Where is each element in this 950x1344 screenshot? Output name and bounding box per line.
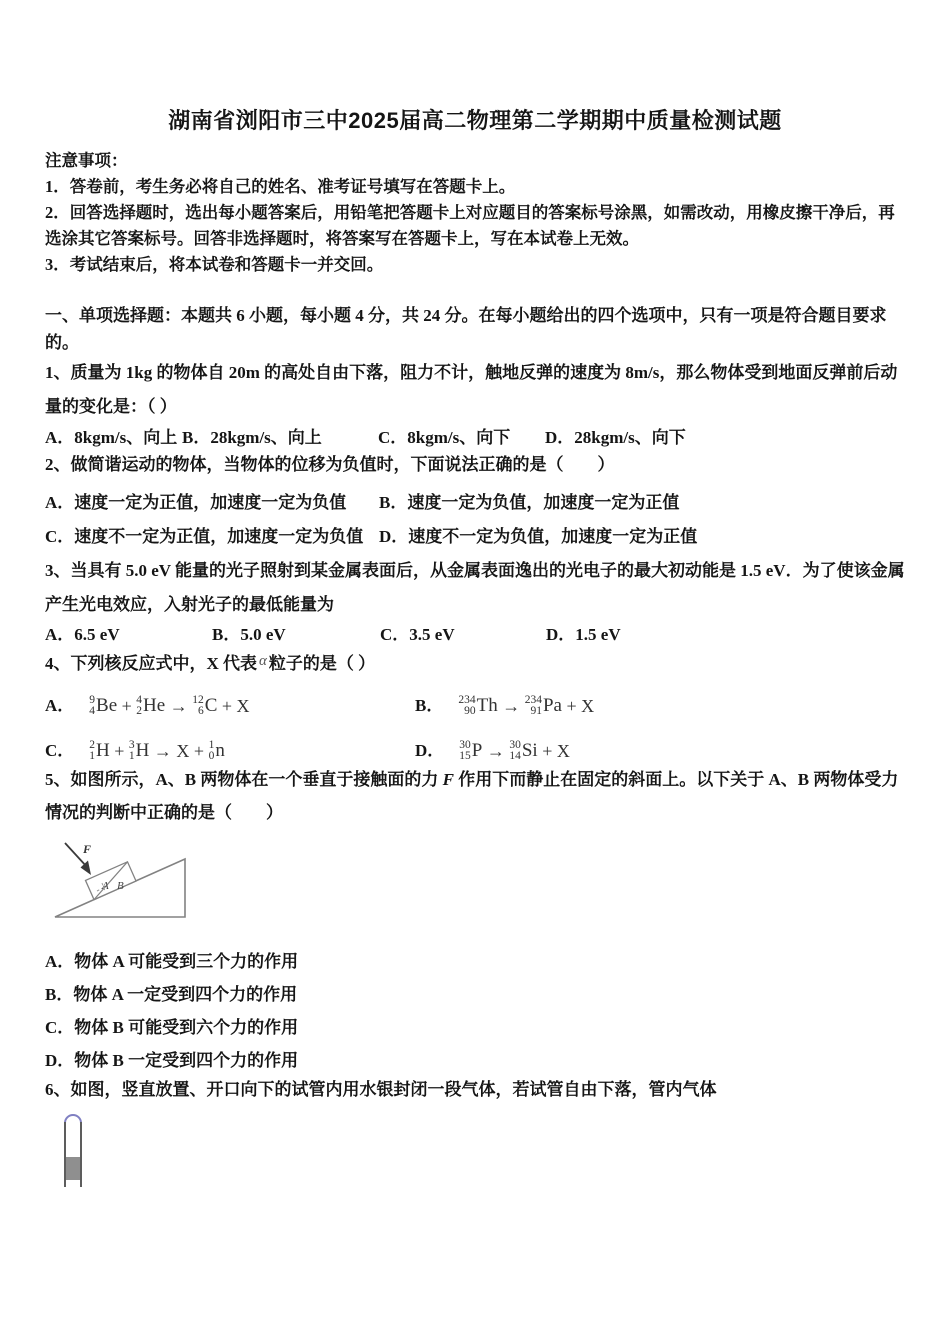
question-6-stem: 6、如图，竖直放置、开口向下的试管内用水银封闭一段气体，若试管自由下落，管内气体 xyxy=(45,1080,717,1099)
option-d: D．28kgm/s、向下 xyxy=(545,428,686,447)
question-4-options-row-1 xyxy=(45,691,905,718)
notice-item-3: 3．考试结束后，将本试卷和答题卡一并交回。 xyxy=(45,255,384,274)
alpha-symbol: α xyxy=(259,653,267,669)
option-c: C．3.5 eV xyxy=(380,625,455,644)
option-c: C．速度不一定为正值，加速度一定为负值 xyxy=(45,527,364,546)
option-d: D．速度不一定为负值，加速度一定为正值 xyxy=(379,527,698,546)
question-1-stem: 1、质量为 1kg 的物体自 20m 的高处自由下落，阻力不计，触地反弹的速度为 8m/s，那么物体受到地面反弹前后动量的变化是：（ ） xyxy=(45,363,898,416)
option-a: A．速度一定为正值，加速度一定为负值 xyxy=(45,493,347,512)
notice-item-1: 1．答卷前，考生务必将自己的姓名、准考证号填写在答题卡上。 xyxy=(45,177,516,196)
option-b: B．速度一定为负值，加速度一定为正值 xyxy=(379,493,680,512)
question-2 xyxy=(45,452,905,554)
option-d: D．1.5 eV xyxy=(546,625,621,644)
page-title: 湖南省浏阳市三中2025届高二物理第二学期期中质量检测试题 xyxy=(168,108,782,133)
question-1-options xyxy=(45,424,905,452)
option-a: A．8kgm/s、向上 xyxy=(45,428,178,447)
question-4 xyxy=(45,648,905,763)
option-d: D． 30 15 P → 30 14 Si + X xyxy=(415,739,570,762)
nuclear-equation-c: 2 1 H + 3 1 H → X + 1 0 n xyxy=(89,739,225,762)
force-symbol: F xyxy=(442,770,454,789)
option-b: B． 234 90 Th → 234 91 Pa + X xyxy=(415,694,595,717)
option-a: A． 9 4 Be + 4 2 He → 12 6 C + X xyxy=(45,694,250,717)
option-b: B．28kgm/s、向上 xyxy=(182,428,322,447)
notice-heading: 注意事项： xyxy=(45,151,128,170)
option-b: B．物体 A 一定受到四个力的作用 xyxy=(45,985,298,1004)
question-5 xyxy=(45,763,905,1077)
test-tube-diagram xyxy=(55,1109,91,1193)
question-6 xyxy=(45,1077,905,1193)
notice-item-2: 2．回答选择题时，选出每小题答案后，用铅笔把答题卡上对应题目的答案标号涂黑，如需改动，用橡皮擦干净后，再选涂其它答案标号。回答非选择题时，将答案写在答题卡上，写在本试卷上无效。 xyxy=(45,203,895,248)
tube-cap xyxy=(65,1115,81,1123)
question-4-stem: 4、下列核反应式中，X 代表 α 粒子的是（ ） xyxy=(45,653,376,673)
block-a-label: A xyxy=(102,880,109,892)
notice-section xyxy=(45,148,905,278)
nuclear-equation-a: 9 4 Be + 4 2 He → 12 6 C + X xyxy=(89,694,250,717)
section-1-heading: 一、单项选择题：本题共 6 小题，每小题 4 分，共 24 分。在每小题给出的四个选项中，只有一项是符合题目要求的。 xyxy=(45,306,887,352)
option-d: D．物体 B 一定受到四个力的作用 xyxy=(45,1051,299,1070)
question-2-options xyxy=(45,486,905,554)
question-2-stem: 2、做简谐运动的物体，当物体的位移为负值时，下面说法正确的是（ ） xyxy=(45,455,615,474)
option-b: B．5.0 eV xyxy=(212,625,286,644)
block-b-label: B xyxy=(117,880,124,892)
question-3 xyxy=(45,554,905,648)
question-5-stem: 5、如图所示，A、B 两物体在一个垂直于接触面的力 F 作用下而静止在固定的斜面上。以下关于 A、B 两物体受力情况的判断中正确的是（ ） xyxy=(45,770,899,822)
mercury-column xyxy=(66,1157,80,1180)
question-5-options xyxy=(45,945,905,1077)
option-c: C． 2 1 H + 3 1 H → X + 1 0 n xyxy=(45,739,225,762)
incline-blocks-diagram xyxy=(47,829,197,921)
option-a: A．6.5 eV xyxy=(45,625,120,644)
question-4-options-row-2 xyxy=(45,736,905,763)
question-3-options xyxy=(45,622,905,648)
option-c: C．8kgm/s、向下 xyxy=(378,428,511,447)
nuclear-equation-d: 30 15 P → 30 14 Si + X xyxy=(459,739,570,762)
option-c: C．物体 B 可能受到六个力的作用 xyxy=(45,1018,299,1037)
option-a: A．物体 A 可能受到三个力的作用 xyxy=(45,952,299,971)
force-label: F xyxy=(83,842,92,856)
question-1 xyxy=(45,356,905,452)
nuclear-equation-b: 234 90 Th → 234 91 Pa + X xyxy=(458,694,595,717)
question-3-stem: 3、当具有 5.0 eV 能量的光子照射到某金属表面后，从金属表面逸出的光电子的最大初动能是 1.5 eV．为了使该金属产生光电效应，入射光子的最低能量为 xyxy=(45,561,905,614)
